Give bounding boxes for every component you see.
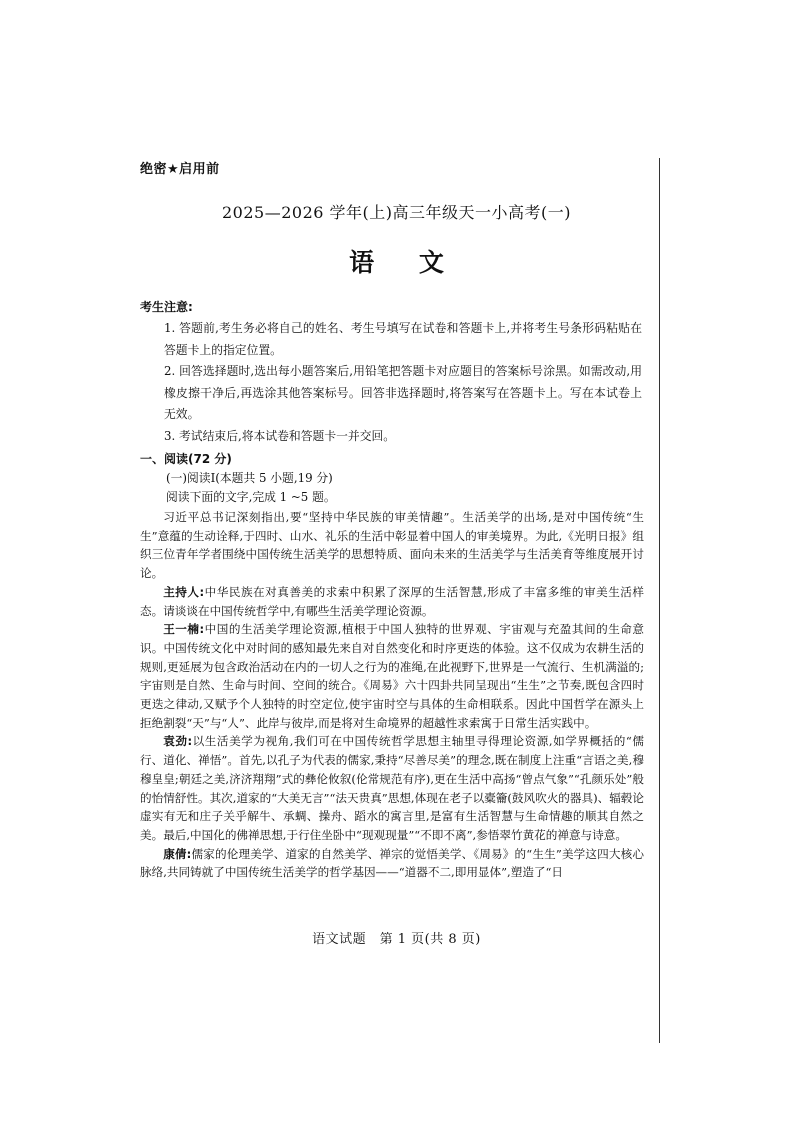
passage	[140, 508, 644, 882]
section-heading: 一、阅读(72 分)	[140, 452, 232, 466]
passage-paragraph	[140, 732, 644, 844]
notice-list	[164, 318, 642, 447]
paragraph-text: 中华民族在对真善美的求索中积累了深厚的生活智慧,形成了丰富多维的审美生活样态。请谈谈在中国传统哲学中,有哪些生活美学理论资源。	[140, 584, 644, 618]
subsection-heading: (一)阅读Ⅰ(本题共 5 小题,19 分)	[166, 471, 333, 485]
speaker-name: 主持人:	[163, 584, 205, 599]
paragraph-text: 以生活美学为视角,我们可在中国传统哲学思想主轴里寻得理论资源,如学界概括的“儒行、道化、禅悟”。首先,以孔子为代表的儒家,秉持“尽善尽美”的理念,既在制度上注重“言语之美,穆穆皇皇;朝廷之美,济济翔翔”式的彝伦攸叙(伦常规范有序),更在生活中高扬“曾点气象”“孔颜乐处”般的怡情舒性。其次,道家的“大美无言”“法天贵真”思想,体现在老子以橐籥(鼓风吹火的器具)、辐毂论虚实有无和庄子关乎解牛、承蜩、操舟、蹈水的寓言里,是富有生活智慧与生命情趣的顺其自然之美。最后,中国化的佛禅思想,于行住坐卧中“现观现量”“不即不离”,参悟翠竹黄花的禅意与诗意。	[140, 734, 644, 842]
notice-heading: 考生注意:	[140, 300, 193, 314]
paragraph-text: 中国的生活美学理论资源,植根于中国人独特的世界观、宇宙观与充盈其间的生命意识。中国传统文化中对时间的感知最先来自对自然变化和时序更迭的体验。这不仅成为农耕生活的规则,更延展为包含政治活动在内的一切人之行为的准绳,在此视野下,世界是一气流行、生机满溢的;宇宙则是自然、生命与时间、空间的统合。《周易》六十四卦共同呈现出“生生”之节奏,既包含四时更迭之律动,又赋予个人独特的时空定位,使宇宙时空与具体的生命相联系。因此中国哲学在源头上拒绝割裂“天”与“人”、此岸与彼岸,而是将对生命境界的超越性求索寓于日常生活实践中。	[140, 622, 644, 730]
passage-intro: 习近平总书记深刻指出,要“坚持中华民族的审美情趣”。生活美学的出场,是对中国传统“生生”意蕴的生动诠释,于四时、山水、礼乐的生活中彰显着中国人的审美境界。为此,《光明日报》组织三位青年学者围绕中国传统生活美学的思想特质、面向未来的生活美学与生活美育等维度展开讨论。	[140, 510, 644, 581]
page-footer: 语文试题 第 1 页(共 8 页)	[312, 932, 481, 947]
speaker-name: 康倩:	[163, 846, 192, 861]
reading-instruction: 阅读下面的文字,完成 1 ~5 题。	[166, 490, 336, 504]
subject-title: 语 文	[349, 248, 462, 277]
notice-item: 2. 回答选择题时,选出每小题答案后,用铅笔把答题卡对应题目的答案标号涂黑。如需改动,用橡皮擦干净后,再选涂其他答案标号。回答非选择题时,将答案写在答题卡上。写在本试卷上无效。	[164, 364, 642, 421]
speaker-name: 王一楠:	[163, 622, 205, 637]
notice-item: 1. 答题前,考生务必将自己的姓名、考生号填写在试卷和答题卡上,并将考生号条形码粘贴在答题卡上的指定位置。	[164, 321, 642, 357]
notice-item: 3. 考试结束后,将本试卷和答题卡一并交回。	[164, 428, 396, 443]
paragraph-text: 儒家的伦理美学、道家的自然美学、禅宗的觉悟美学、《周易》的“生生”美学这四大核心脉络,共同铸就了中国传统生活美学的哲学基因——“道器不二,即用显体”,塑造了“日	[140, 846, 645, 880]
speaker-name: 袁劲:	[163, 734, 193, 749]
passage-paragraph	[140, 583, 644, 620]
exam-title: 2025—2026 学年(上)高三年级天一小高考(一)	[222, 203, 571, 222]
binding-rule	[659, 158, 660, 1043]
secret-label: 绝密★启用前	[140, 162, 220, 177]
passage-paragraph	[140, 620, 644, 732]
passage-paragraph	[140, 845, 644, 882]
